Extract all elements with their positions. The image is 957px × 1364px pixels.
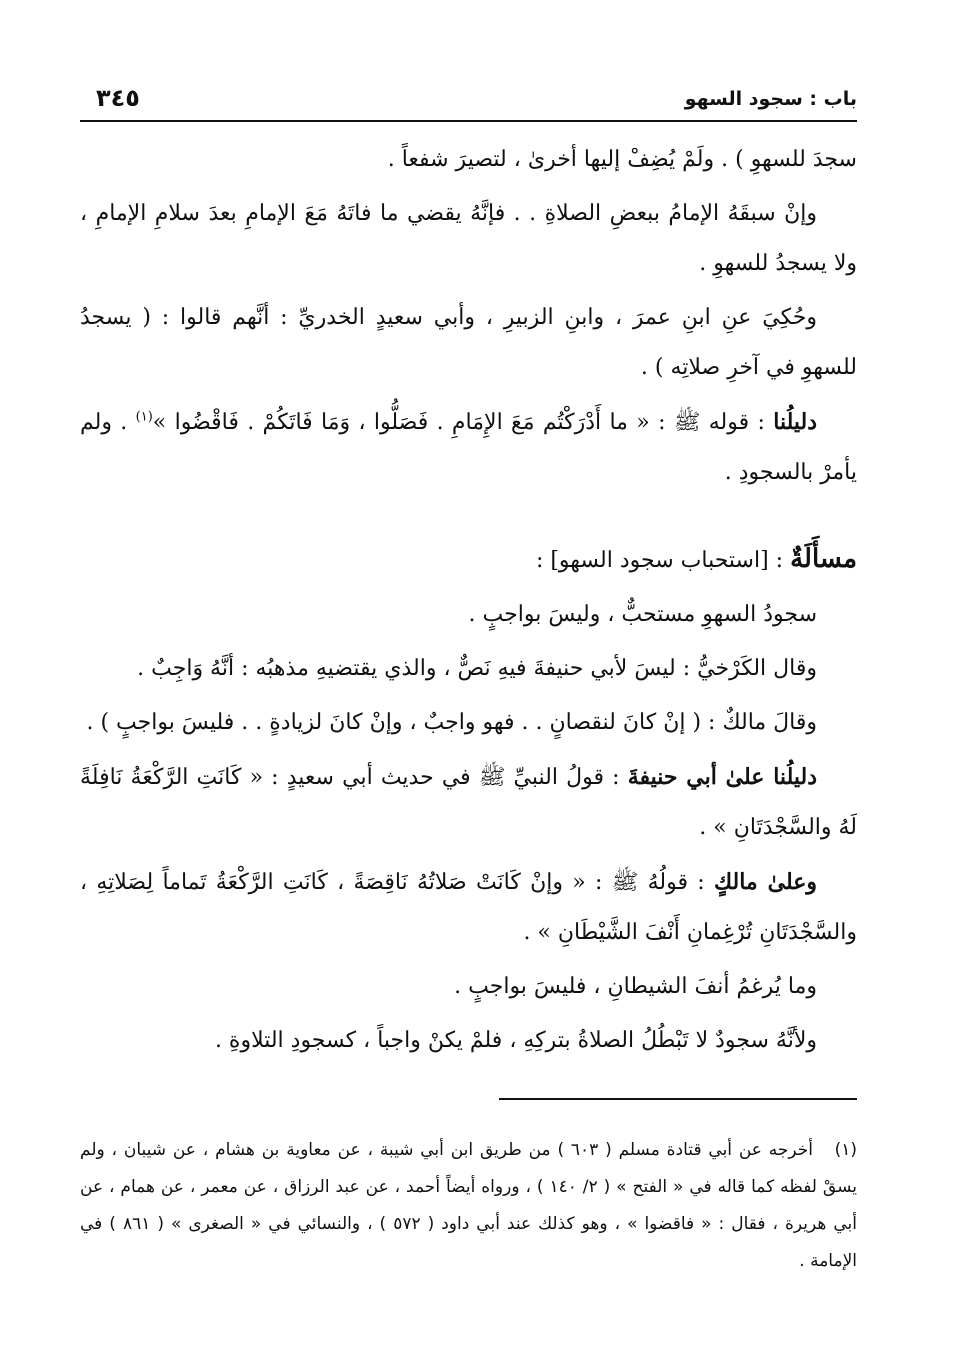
evidence-lead: وعلىٰ مالكٍ (713, 869, 817, 895)
footnote-divider (499, 1098, 857, 1100)
footnote-number: (١) (834, 1140, 857, 1160)
footnote-item (80, 1132, 857, 1280)
paragraph: ولأنَّهُ سجودٌ لا تَبْطُلُ الصلاةُ بتركِهِ ، فلمْ يكنْ واجباً ، كسجودِ التلاوةِ . (214, 1028, 817, 1053)
paragraph (80, 397, 857, 498)
evidence-text: : قوله ﷺ : « ما أَدْرَكْتُم مَعَ الإِمَامِ . فَصَلُّوا ، وَمَا فَاتَكُمْ . فَاقْضُوا » (152, 410, 765, 435)
masala-subject: : [استحباب سجود السهو] : (535, 548, 784, 573)
evidence-text: : قولُهُ ﷺ : « وإنْ كَانَتْ صَلاتُهُ نَاقِصَةً ، كَانَتِ الرَّكْعَةُ تَماماً لِصَلاتِهِ ، والسَّجْدَتَانِ تُرْغِمانِ أَنْفَ الشَّيْطَانِ » . (80, 870, 857, 945)
paragraph: سجودُ السهوِ مستحبٌّ ، وليسَ بواجبٍ . (468, 602, 817, 627)
evidence-lead: دليلُنا علىٰ أبي حنيفةَ (627, 764, 817, 790)
page-number: ٣٤٥ (96, 84, 140, 112)
paragraph: وقالَ مالكٌ : ( إنْ كانَ لنقصانٍ . . فهو واجبٌ ، وإنْ كانَ لزيادةٍ . . فليسَ بواجبٍ ) . (86, 710, 817, 735)
footnote-text: أخرجه عن أبي قتادة مسلم ( ٦٠٣ ) من طريق ابن أبي شيبة ، عن معاوية بن هشام ، عن شيبان ، ولم يسقْ لفظه كما قاله في « الفتح » ( ٢/ ١٤٠ ) ، ورواه أيضاً أحمد ، عن عبد الرزاق ، عن معمر ، عن همام ، عن أبي هريرة ، فقال : « فاقضوا » ، وهو كذلك عند أبي داود ( ٥٧٢ ) ، والنسائي في « الصغرى » ( ٨٦١ ) في الإمامة . (80, 1140, 857, 1271)
header-divider (80, 120, 857, 122)
masala-title: مسأَلَةٌ (790, 544, 857, 574)
paragraph: وما يُرغمُ أنفَ الشيطانِ ، فليسَ بواجبٍ . (454, 974, 817, 999)
main-text (80, 135, 857, 1070)
evidence-text: : قولُ النبيِّ ﷺ في حديث أبي سعيدٍ : « كَانَتِ الرَّكْعَةُ نَافِلَةً لَهُ والسَّجْدَتَانِ » . (80, 765, 857, 840)
paragraph: سجدَ للسهوِ ) . ولَمْ يُضِفْ إليها أخرىٰ ، لتصيرَ شفعاً . (387, 147, 857, 172)
evidence-lead: دليلُنا (773, 409, 817, 435)
spacer (80, 502, 857, 534)
paragraph (80, 752, 857, 853)
paragraph: وقال الكَرْخيُّ : ليسَ لأبي حنيفةَ فيهِ نَصٌّ ، والذي يقتضيهِ مذهبُه : أنَّهُ وَاجِبٌ . (137, 656, 817, 681)
paragraph (80, 857, 857, 958)
evidence-end: . ولم يأمرْ بالسجودِ . (80, 410, 857, 485)
paragraph: وإنْ سبقَهُ الإمامُ ببعضِ الصلاةِ . . فإنَّهُ يقضي ما فاتَهُ مَعَ الإمامِ بعدَ سلامِ الإمامِ ، ولا يسجدُ للسهوِ . (80, 201, 857, 276)
footnote-reference[interactable]: (١) (135, 409, 153, 425)
footnotes (80, 1132, 857, 1280)
masala-heading (80, 534, 857, 586)
chapter-title: باب : سجود السهو (684, 88, 857, 110)
paragraph: وحُكِيَ عنِ ابنِ عمرَ ، وابنِ الزبيرِ ، وأبي سعيدٍ الخدريِّ : أنَّهم قالوا : ( يسجدُ للسهوِ في آخرِ صلاتِه ) . (80, 305, 857, 380)
